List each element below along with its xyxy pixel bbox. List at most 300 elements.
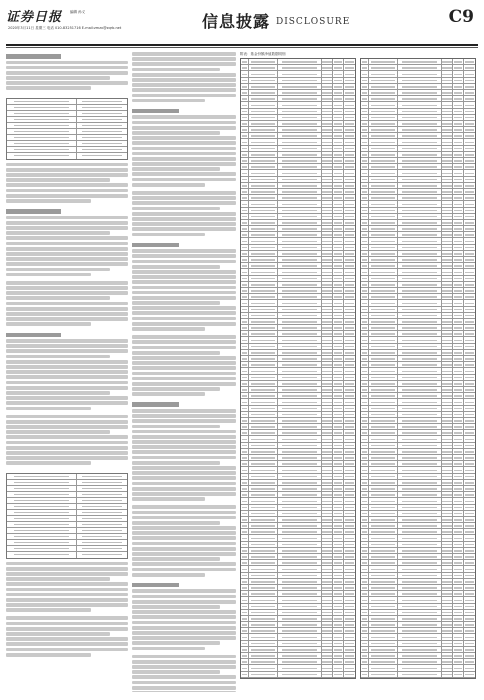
table-cell [361, 480, 369, 485]
table-cell [361, 96, 369, 101]
table-cell [333, 325, 344, 330]
table-cell [369, 573, 398, 578]
table-cell [369, 393, 398, 398]
table-cell [278, 269, 321, 274]
table-cell [241, 226, 249, 231]
table-cell [398, 208, 441, 213]
text-line [132, 647, 205, 651]
text-line [6, 168, 128, 172]
table-cell [344, 406, 355, 411]
table-cell [241, 573, 249, 578]
table-cell [249, 102, 278, 107]
table-cell [344, 548, 355, 553]
table-cell [361, 208, 369, 213]
table-cell [453, 480, 464, 485]
table-cell [7, 516, 77, 521]
table-cell [333, 554, 344, 559]
table-cell [442, 579, 454, 584]
table-cell [77, 552, 127, 558]
table-cell [464, 672, 475, 677]
table-cell [369, 566, 398, 571]
table-cell [464, 245, 475, 250]
table-cell [398, 344, 441, 349]
table-cell [278, 560, 321, 565]
table-cell [453, 362, 464, 367]
table-cell [464, 214, 475, 219]
table-cell [278, 121, 321, 126]
table-cell [369, 659, 398, 664]
text-line [132, 660, 236, 664]
table-cell [249, 443, 278, 448]
table-cell [241, 610, 249, 615]
table-cell [442, 418, 454, 423]
table-cell [322, 505, 334, 510]
text-line [132, 141, 236, 145]
table-cell [442, 542, 454, 547]
table-cell [464, 102, 475, 107]
table-cell [241, 406, 249, 411]
table-cell [453, 146, 464, 151]
table-cell [442, 455, 454, 460]
table-cell [333, 362, 344, 367]
table-cell [241, 59, 249, 64]
text-line [132, 340, 236, 344]
text-line [132, 291, 236, 295]
table-cell [344, 375, 355, 380]
table-cell [398, 542, 441, 547]
table-cell [333, 139, 344, 144]
table-cell [249, 622, 278, 627]
table-cell [278, 115, 321, 120]
table-cell [361, 634, 369, 639]
table-cell [241, 195, 249, 200]
table-cell [369, 368, 398, 373]
table-cell [322, 523, 334, 528]
table-cell [453, 659, 464, 664]
table-cell [333, 282, 344, 287]
text-line [132, 311, 236, 315]
text-line [132, 686, 236, 690]
table-cell [344, 170, 355, 175]
table-cell [398, 102, 441, 107]
text-line [6, 407, 91, 411]
table-cell [464, 579, 475, 584]
table-cell [241, 319, 249, 324]
table-cell [241, 647, 249, 652]
table-cell [442, 424, 454, 429]
text-line [132, 511, 236, 515]
table-cell [464, 269, 475, 274]
text-line [132, 88, 236, 92]
table-cell [322, 177, 334, 182]
table-cell [344, 269, 355, 274]
table-cell [333, 548, 344, 553]
table-cell [344, 591, 355, 596]
table-cell [464, 641, 475, 646]
text-line [132, 655, 236, 659]
text-line [132, 562, 236, 566]
table-cell [369, 672, 398, 677]
table-cell [398, 294, 441, 299]
table-cell [453, 634, 464, 639]
table-cell [369, 634, 398, 639]
table-cell [464, 362, 475, 367]
table-cell [464, 232, 475, 237]
table-cell [322, 443, 334, 448]
table-cell [361, 535, 369, 540]
table-cell [322, 628, 334, 633]
table-cell [398, 375, 441, 380]
table-cell [7, 486, 77, 491]
table-cell [249, 201, 278, 206]
table-cell [442, 573, 454, 578]
table-cell [453, 313, 464, 318]
table-cell [361, 375, 369, 380]
table-cell [241, 158, 249, 163]
table-cell [333, 71, 344, 76]
text-line [6, 247, 128, 251]
table-cell [249, 319, 278, 324]
table-cell [241, 375, 249, 380]
table-cell [361, 529, 369, 534]
table-cell [77, 516, 127, 521]
table-cell [278, 467, 321, 472]
table-cell [369, 238, 398, 243]
text-line [132, 83, 236, 87]
table-cell [442, 331, 454, 336]
table-cell [369, 164, 398, 169]
table-cell [442, 238, 454, 243]
table-cell [278, 610, 321, 615]
table-cell [464, 146, 475, 151]
table-cell [278, 300, 321, 305]
text-line [132, 167, 220, 171]
table-cell [361, 393, 369, 398]
table-cell [369, 647, 398, 652]
table-cell [369, 127, 398, 132]
text-line [132, 196, 236, 200]
table-cell [249, 71, 278, 76]
table-cell [464, 436, 475, 441]
table-cell [361, 604, 369, 609]
table-cell [361, 288, 369, 293]
table-cell [453, 59, 464, 64]
table-cell [322, 672, 334, 677]
table-cell [464, 115, 475, 120]
table-cell [344, 455, 355, 460]
table-cell [442, 158, 454, 163]
table-cell [453, 276, 464, 281]
table-cell [344, 424, 355, 429]
table-cell [278, 313, 321, 318]
table-cell [333, 604, 344, 609]
table-cell [322, 424, 334, 429]
table-cell [442, 560, 454, 565]
table-cell [344, 622, 355, 627]
table-cell [442, 597, 454, 602]
table-cell [361, 659, 369, 664]
table-cell [464, 263, 475, 268]
table-cell [464, 406, 475, 411]
text-line [132, 270, 236, 274]
table-cell [278, 71, 321, 76]
text-line [6, 572, 128, 576]
table-cell [7, 141, 77, 146]
table-cell [361, 591, 369, 596]
table-cell [369, 226, 398, 231]
table-cell [278, 183, 321, 188]
table-cell [278, 170, 321, 175]
table-cell [278, 356, 321, 361]
text-line [132, 492, 236, 496]
table-cell [464, 127, 475, 132]
table-cell [278, 597, 321, 602]
table-cell [249, 579, 278, 584]
table-cell [241, 356, 249, 361]
table-cell [249, 257, 278, 262]
paragraph-heading [6, 333, 61, 338]
date-contact-line [8, 26, 121, 31]
table-cell [333, 226, 344, 231]
table-cell [333, 220, 344, 225]
table-cell [322, 381, 334, 386]
table-cell [344, 498, 355, 503]
table-cell [249, 294, 278, 299]
table-cell [278, 436, 321, 441]
text-line [132, 610, 236, 614]
table-cell [464, 548, 475, 553]
table-cell [464, 523, 475, 528]
table-cell [442, 585, 454, 590]
table-cell [7, 117, 77, 122]
table-cell [344, 616, 355, 621]
table-cell [361, 455, 369, 460]
table-cell [398, 597, 441, 602]
table-cell [7, 123, 77, 128]
table-cell [344, 232, 355, 237]
text-line [132, 487, 236, 491]
table-cell [241, 381, 249, 386]
table-cell [398, 139, 441, 144]
table-cell [241, 177, 249, 182]
table-cell [249, 313, 278, 318]
table-cell [464, 313, 475, 318]
text-line [132, 361, 236, 365]
table-cell [77, 492, 127, 497]
table-cell [464, 480, 475, 485]
table-cell [398, 585, 441, 590]
table-cell [453, 585, 464, 590]
table-cell [322, 430, 334, 435]
table-cell [322, 115, 334, 120]
text-line [132, 68, 220, 72]
table-cell [344, 158, 355, 163]
table-cell [278, 492, 321, 497]
text-line [132, 275, 236, 279]
table-cell [369, 109, 398, 114]
table-cell [322, 139, 334, 144]
text-line [6, 648, 128, 652]
text-line [6, 562, 128, 566]
table-cell [369, 139, 398, 144]
table-cell [464, 492, 475, 497]
paragraph-heading [132, 109, 179, 114]
table-cell [361, 158, 369, 163]
text-line [132, 445, 236, 449]
table-cell [241, 90, 249, 95]
table-cell [453, 412, 464, 417]
table-cell [369, 189, 398, 194]
table-cell [442, 71, 454, 76]
text-line [132, 600, 236, 604]
table-cell [249, 189, 278, 194]
table-cell [322, 418, 334, 423]
table-cell [398, 393, 441, 398]
table-cell [369, 121, 398, 126]
table-cell [442, 461, 454, 466]
table-cell [453, 78, 464, 83]
table-cell [278, 189, 321, 194]
table-cell [241, 208, 249, 213]
table-cell [453, 554, 464, 559]
table-cell [369, 449, 398, 454]
table-cell [322, 498, 334, 503]
table-cell [398, 579, 441, 584]
table-cell [333, 294, 344, 299]
table-cell [249, 350, 278, 355]
table-cell [464, 183, 475, 188]
table-cell [453, 523, 464, 528]
table-cell [442, 226, 454, 231]
table-cell [333, 591, 344, 596]
table-cell [333, 251, 344, 256]
table-cell [453, 214, 464, 219]
table-cell [249, 585, 278, 590]
table-cell [278, 498, 321, 503]
text-line [132, 147, 236, 151]
table-cell [333, 121, 344, 126]
table-cell [322, 84, 334, 89]
table-cell [464, 319, 475, 324]
table-cell [77, 522, 127, 527]
table-cell [333, 430, 344, 435]
table-cell [361, 387, 369, 392]
text-line [132, 425, 220, 429]
table-cell [361, 356, 369, 361]
table-cell [322, 399, 334, 404]
text-line [6, 242, 128, 246]
table-cell [333, 331, 344, 336]
table-cell [453, 238, 464, 243]
table-cell [241, 96, 249, 101]
table-cell [249, 356, 278, 361]
table-cell [398, 263, 441, 268]
table-cell [77, 153, 127, 159]
text-line [132, 615, 236, 619]
table-cell [369, 492, 398, 497]
table-cell [369, 443, 398, 448]
table-cell [464, 535, 475, 540]
table-cell [361, 542, 369, 547]
table-cell [333, 647, 344, 652]
table-cell [344, 78, 355, 83]
table-cell [442, 269, 454, 274]
table-cell [322, 152, 334, 157]
table-cell [322, 634, 334, 639]
table-cell [278, 201, 321, 206]
table-cell [453, 201, 464, 206]
text-line [132, 301, 220, 305]
table-cell [442, 604, 454, 609]
table-cell [333, 672, 344, 677]
table-cell [333, 406, 344, 411]
text-line [132, 497, 205, 501]
table-cell [278, 418, 321, 423]
table-cell [453, 282, 464, 287]
table-cell [464, 337, 475, 342]
table-cell [278, 412, 321, 417]
table-cell [77, 99, 127, 104]
table-cell [333, 195, 344, 200]
table-cell [344, 535, 355, 540]
table-cell [7, 111, 77, 116]
table-cell [249, 480, 278, 485]
table-cell [278, 368, 321, 373]
table-cell [369, 158, 398, 163]
table-cell [369, 480, 398, 485]
table-cell [344, 96, 355, 101]
table-cell [322, 164, 334, 169]
table-cell [344, 59, 355, 64]
table-cell [322, 307, 334, 312]
table-cell [333, 201, 344, 206]
text-line [6, 355, 110, 359]
table-cell [249, 245, 278, 250]
table-cell [333, 653, 344, 658]
table-cell [241, 455, 249, 460]
table-cell [344, 189, 355, 194]
table-cell [361, 399, 369, 404]
table-cell [361, 461, 369, 466]
table-cell [322, 201, 334, 206]
table-cell [249, 158, 278, 163]
table-cell [344, 573, 355, 578]
table-cell [464, 90, 475, 95]
table-cell [398, 307, 441, 312]
table-cell [249, 164, 278, 169]
table-cell [398, 232, 441, 237]
text-line [6, 61, 128, 65]
table-cell [369, 232, 398, 237]
table-cell [7, 528, 77, 533]
table-cell [241, 362, 249, 367]
table-cell [333, 579, 344, 584]
table-cell [322, 641, 334, 646]
table-cell [361, 313, 369, 318]
table-cell [241, 220, 249, 225]
table-cell [322, 282, 334, 287]
page-number: C9 [448, 7, 474, 27]
table-cell [442, 350, 454, 355]
table-cell [369, 282, 398, 287]
table-cell [278, 127, 321, 132]
table-cell [322, 368, 334, 373]
table-cell [369, 430, 398, 435]
table-cell [464, 276, 475, 281]
table-cell [241, 641, 249, 646]
table-cell [249, 78, 278, 83]
table-cell [322, 294, 334, 299]
